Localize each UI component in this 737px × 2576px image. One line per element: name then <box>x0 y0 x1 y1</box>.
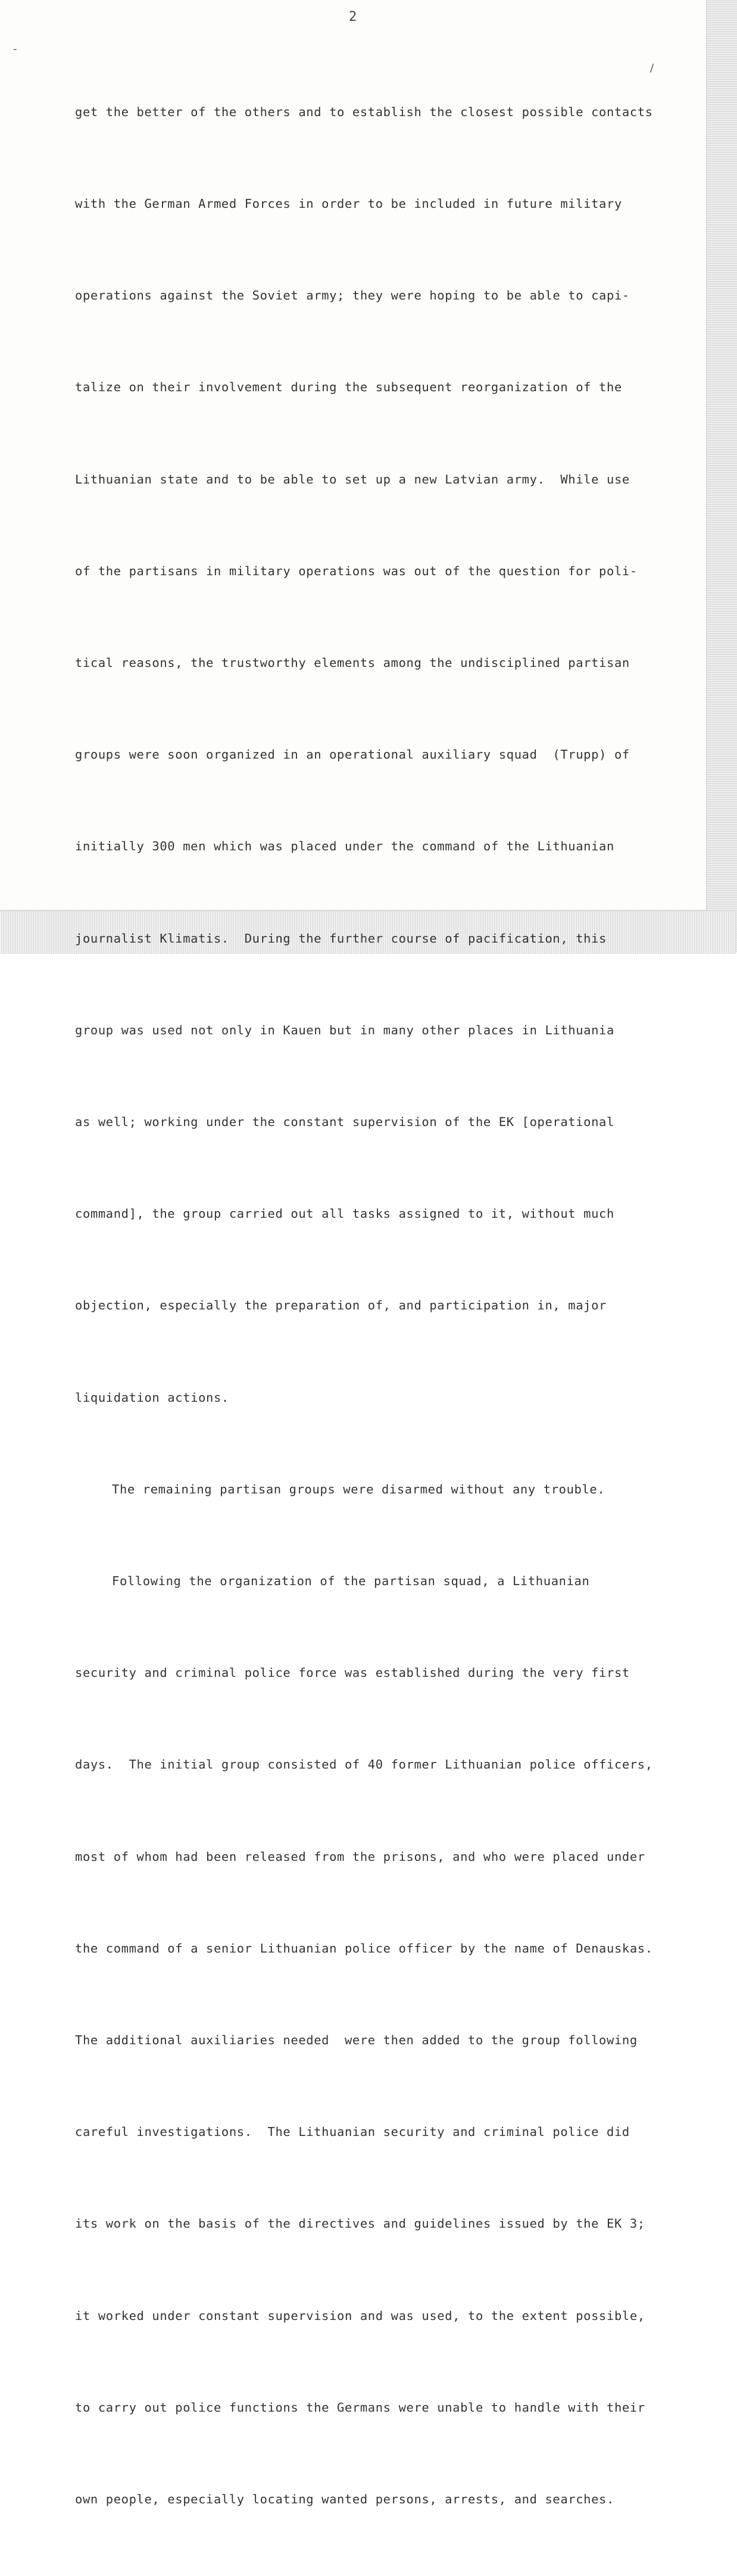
scan-edge-right <box>706 0 737 953</box>
text-line: objection, especially the preparation of, and participation in, major <box>75 1298 607 1313</box>
text-line: talize on their involvement during the subsequent reorganization of the <box>75 380 622 395</box>
text-line: it worked under constant supervision and was used, to the extent possible, <box>75 2308 645 2323</box>
text-line: to carry out police functions the Germans were unable to handle with their <box>75 2400 645 2415</box>
text-line: most of whom had been released from the prisons, and who were placed under <box>75 1849 645 1864</box>
text-line: group was used not only in Kauen but in many other places in Lithuania <box>75 1022 614 1037</box>
text-line: with the German Armed Forces in order to be included in future military <box>75 197 622 211</box>
text-line: careful investigations. The Lithuanian security and criminal police did <box>75 2125 630 2140</box>
text-line: of the partisans in military operations was out of the question for poli- <box>75 563 638 578</box>
text-line: initially 300 men which was placed under the command of the Lithuanian <box>75 839 614 854</box>
page-number: 2 <box>349 10 357 24</box>
text-line: The remaining partisan groups were disarmed without any trouble. <box>112 1482 605 1496</box>
text-line: get the better of the others and to establish the closest possible contacts <box>75 104 653 119</box>
text-line: own people, especially locating wanted persons, arrests, and searches. <box>75 2492 614 2507</box>
text-line: its work on the basis of the directives and guidelines issued by the EK 3; <box>75 2216 645 2231</box>
text-line: operations against the Soviet army; they were hoping to be able to capi- <box>75 288 630 303</box>
text-line: tical reasons, the trustworthy elements among the undisciplined partisan <box>75 656 630 670</box>
text-line: as well; working under the constant supervision of the EK [operational <box>75 1115 614 1130</box>
margin-mark: - <box>13 43 17 55</box>
text-line: days. The initial group consisted of 40 former Lithuanian police officers, <box>75 1757 653 1772</box>
margin-mark: / <box>650 62 654 74</box>
text-line: the command of a senior Lithuanian police officer by the name of Denauskas. <box>75 1941 653 1956</box>
body-text <box>75 36 664 2576</box>
text-line: The additional auxiliaries needed were then added to the group following <box>75 2033 638 2048</box>
text-line: command], the group carried out all tasks assigned to it, without much <box>75 1206 614 1221</box>
text-line: Lithuanian state and to be able to set up a new Latvian army. While use <box>75 472 630 486</box>
text-line: security and criminal police force was established during the very first <box>75 1666 630 1680</box>
text-line: journalist Klimatis. During the further course of pacification, this <box>75 931 607 946</box>
text-line: groups were soon organized in an operational auxiliary squad (Trupp) of <box>75 747 630 762</box>
text-line: liquidation actions. <box>75 1390 229 1405</box>
text-line: Following the organization of the partisan squad, a Lithuanian <box>112 1574 590 1589</box>
